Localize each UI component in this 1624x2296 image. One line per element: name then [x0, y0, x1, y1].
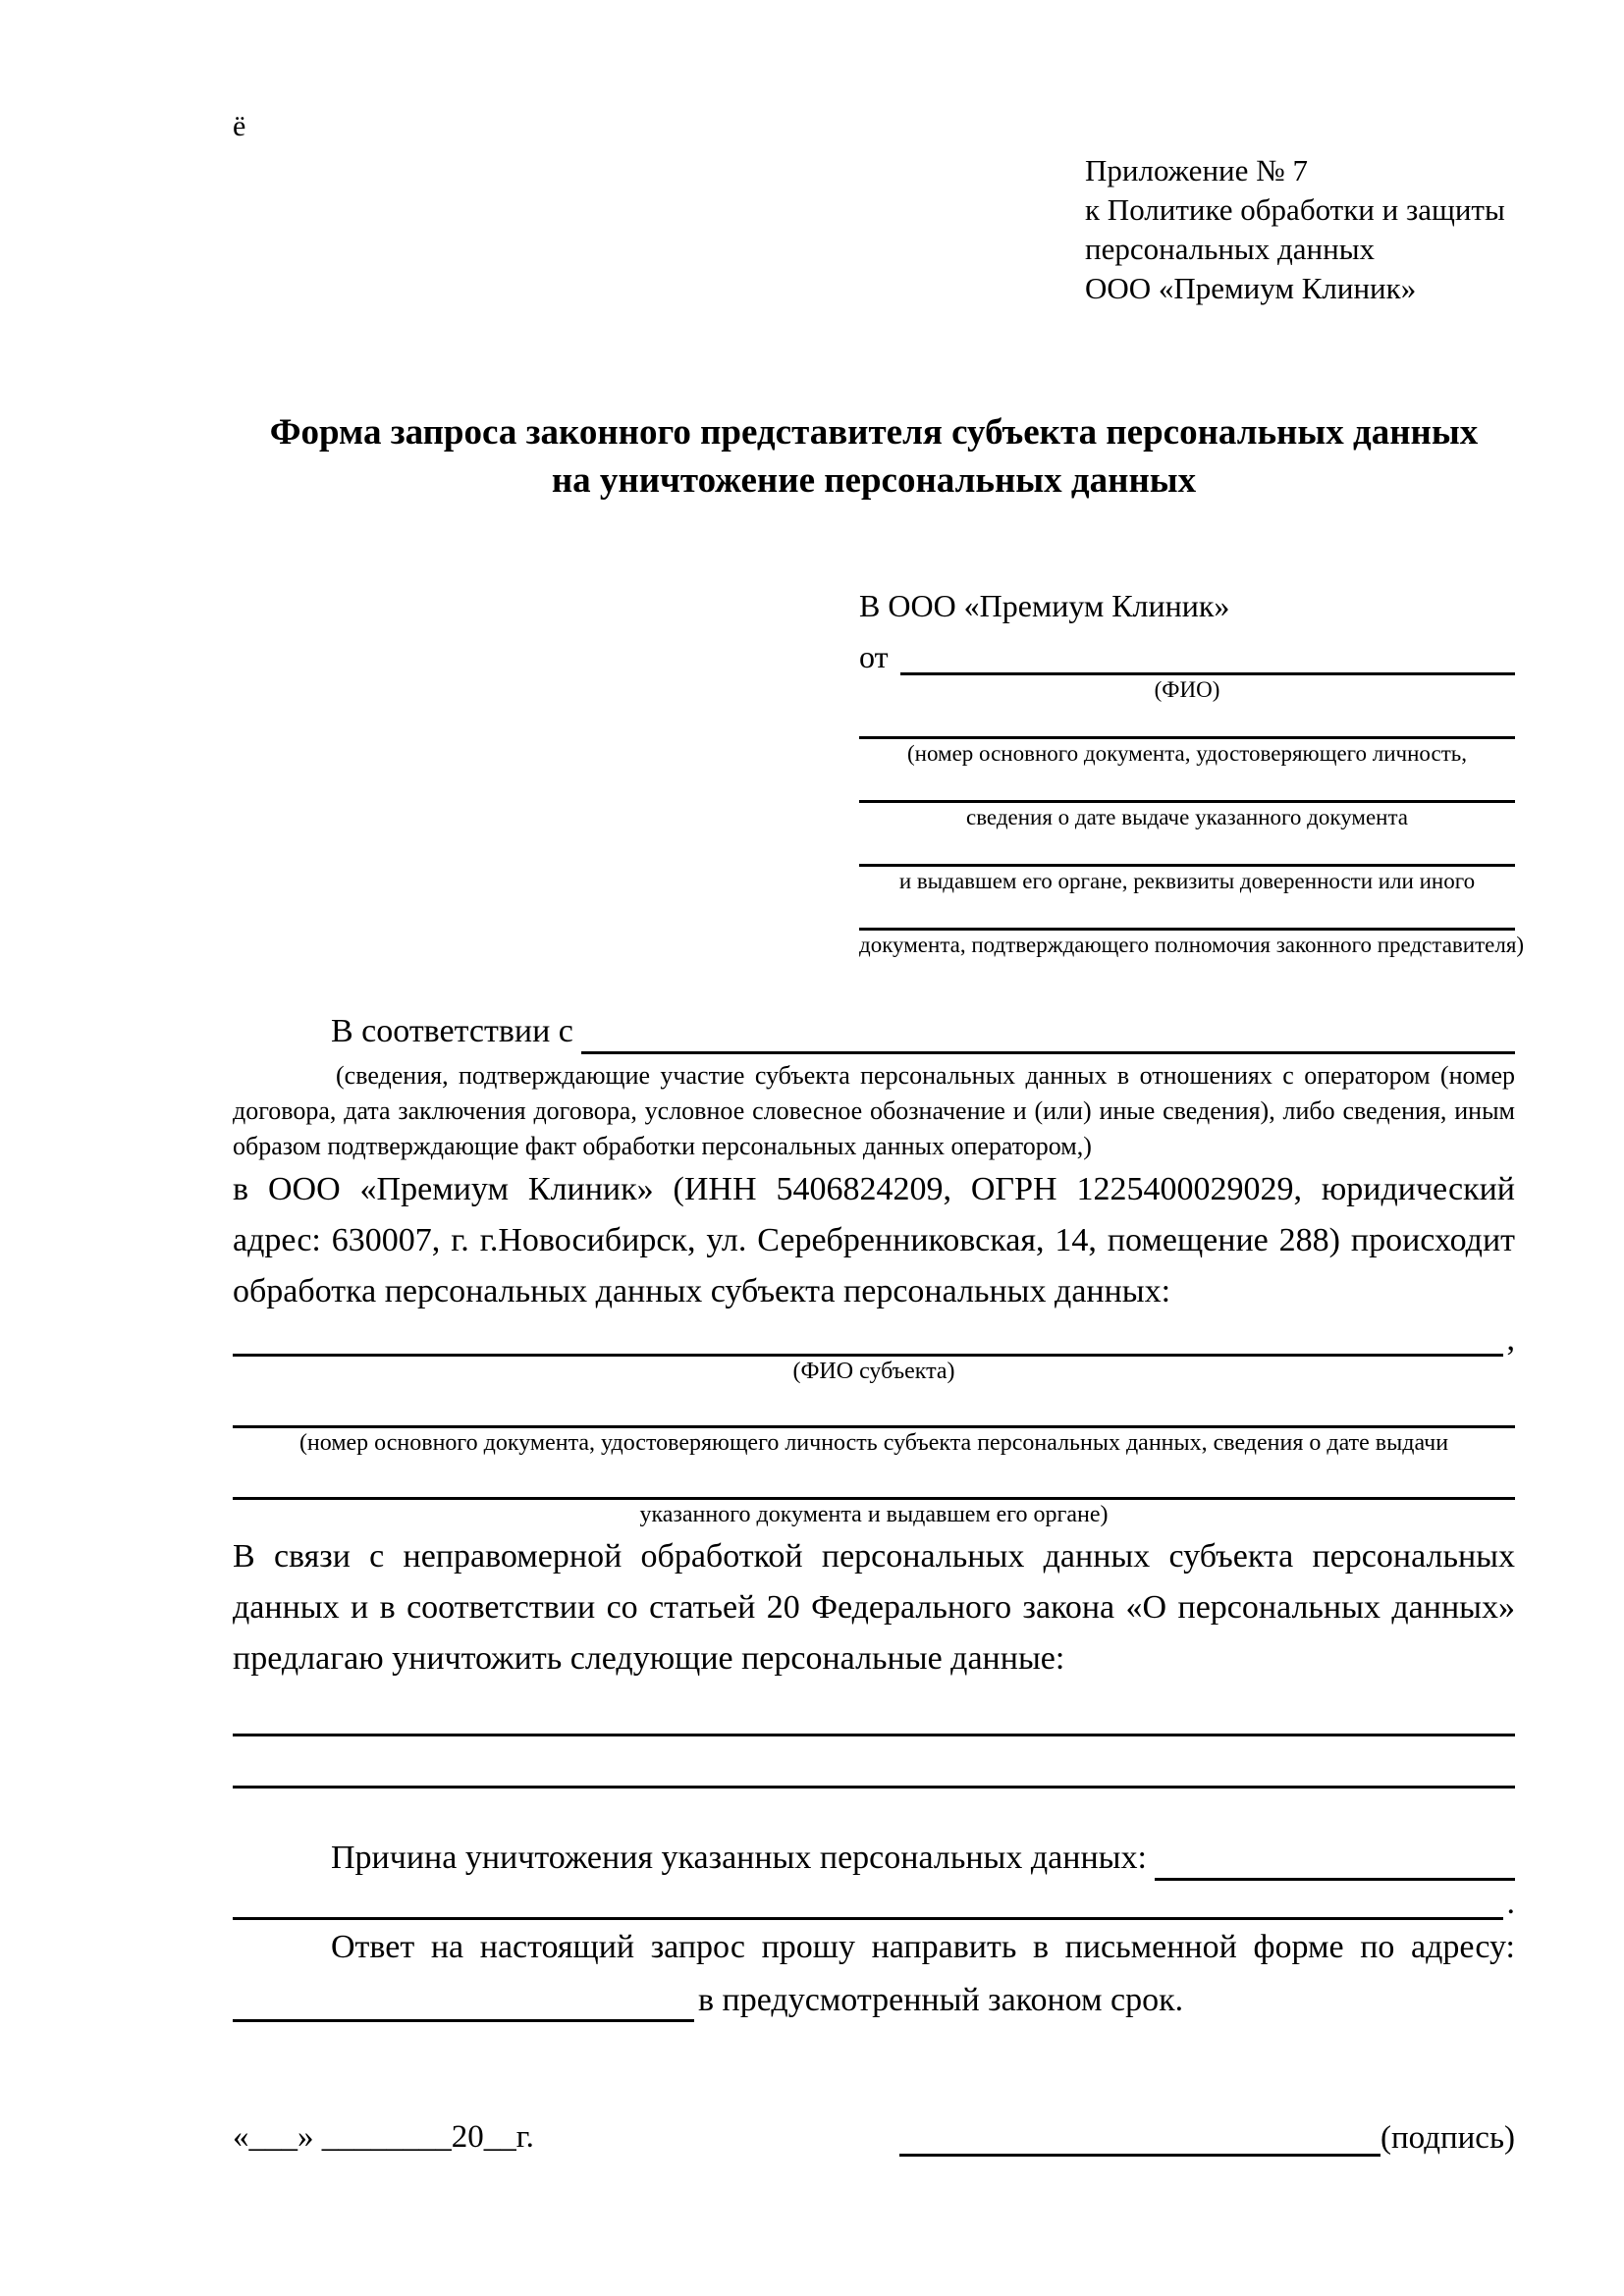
appendix-note — [1085, 151, 1515, 308]
fio-caption: (ФИО) — [1154, 677, 1220, 702]
appendix-line: к Политике обработки и защиты — [1085, 192, 1505, 227]
document-caption-2: сведения о дате выдаче указанного документа — [965, 805, 1409, 829]
reply-line-1: Ответ на настоящий запрос прошу направить в письменной форме по адресу: — [331, 1929, 1515, 1965]
reason-period: . — [1506, 1885, 1515, 1921]
according-lead: В соответствии с — [331, 1013, 573, 1049]
signature-caption: (подпись) — [1380, 2120, 1515, 2156]
addressee-from-row — [859, 632, 1515, 675]
blank-line-authority — [859, 898, 1515, 931]
reply-line-2-text: в предусмотренный законом срок. — [698, 1982, 1184, 2018]
document-caption-1: (номер основного документа, удостоверяющего личность, — [906, 741, 1467, 766]
blank-line-reason — [1155, 1878, 1515, 1881]
subject-doc-caption-1: (номер основного документа, удостоверяющего личность субъекта персональных данных, сведения о дате выдачи — [298, 1430, 1449, 1456]
appendix-line: персональных данных — [1085, 232, 1376, 266]
date-line: «___» ________20__г. — [233, 2119, 534, 2155]
blank-line-data-1 — [233, 1684, 1515, 1736]
subject-fio-caption: (ФИО субъекта) — [792, 1359, 955, 1384]
according-row — [233, 1003, 1515, 1054]
blank-line-signature — [899, 2116, 1380, 2157]
operator-paragraph: в ООО «Премиум Клиник» (ИНН 5406824209, ОГРН 1225400029029, юридический адрес: 630007, г. г.Новосибирск, ул. Серебренниковская, 14, помещение 288) происходит обработка персональных данных субъекта персональных данных: — [233, 1171, 1515, 1309]
addressee-block — [859, 585, 1525, 962]
subject-fio-row — [233, 1317, 1515, 1357]
form-title — [233, 408, 1515, 505]
appendix-line: ООО «Премиум Клиник» — [1085, 271, 1417, 305]
document-caption-3: и выдавшем его органе, реквизиты доверенности или иного — [898, 869, 1476, 893]
blank-line-address — [233, 2019, 694, 2022]
blank-line-document — [859, 707, 1515, 739]
subject-doc-caption-2: указанного документа и выдавшем его органе) — [639, 1502, 1109, 1527]
form-title-line2: на уничтожение персональных данных — [551, 460, 1197, 501]
appendix-line: Приложение № 7 — [1085, 153, 1308, 187]
blank-line-subject-issuer — [233, 1460, 1515, 1500]
blank-line-issue-date — [859, 771, 1515, 803]
form-title-line1: Форма запроса законного представителя субъекта персональных данных — [269, 412, 1479, 453]
reason-continuation-row — [233, 1881, 1515, 1920]
according-note: (сведения, подтверждающие участие субъекта персональных данных в отношениях с оператором (номер договора, дата заключения договора, условное словесное обозначение и (или) иные сведения), либо сведения, иным образом подтверждающие факт обработки персональных данных оператором,) — [233, 1061, 1515, 1160]
from-label: от — [859, 639, 889, 674]
reason-row — [233, 1830, 1515, 1881]
signature-block — [899, 2116, 1515, 2157]
reply-line-2 — [233, 1973, 1515, 2022]
unlawful-paragraph: В связи с неправомерной обработкой персональных данных субъекта персональных данных и в соответствии со статьей 20 Федерального закона «О персональных данных» предлагаю уничтожить следующие персональные данные: — [233, 1538, 1515, 1677]
footer-row — [233, 2116, 1515, 2157]
form-body — [233, 1003, 1515, 2022]
subject-comma: , — [1506, 1321, 1515, 1358]
addressee-to: В ООО «Премиум Клиник» — [859, 588, 1230, 623]
blank-line-reason-2 — [233, 1917, 1503, 1920]
blank-line-issuer — [859, 834, 1515, 867]
blank-line-data-2 — [233, 1736, 1515, 1789]
document-caption-4: документа, подтверждающего полномочия законного представителя) — [859, 933, 1525, 957]
reason-lead: Причина уничтожения указанных персональных данных: — [331, 1840, 1147, 1876]
blank-line-basis — [581, 1051, 1515, 1054]
stray-char: ё — [233, 110, 246, 142]
blank-line-subject-document — [233, 1388, 1515, 1428]
